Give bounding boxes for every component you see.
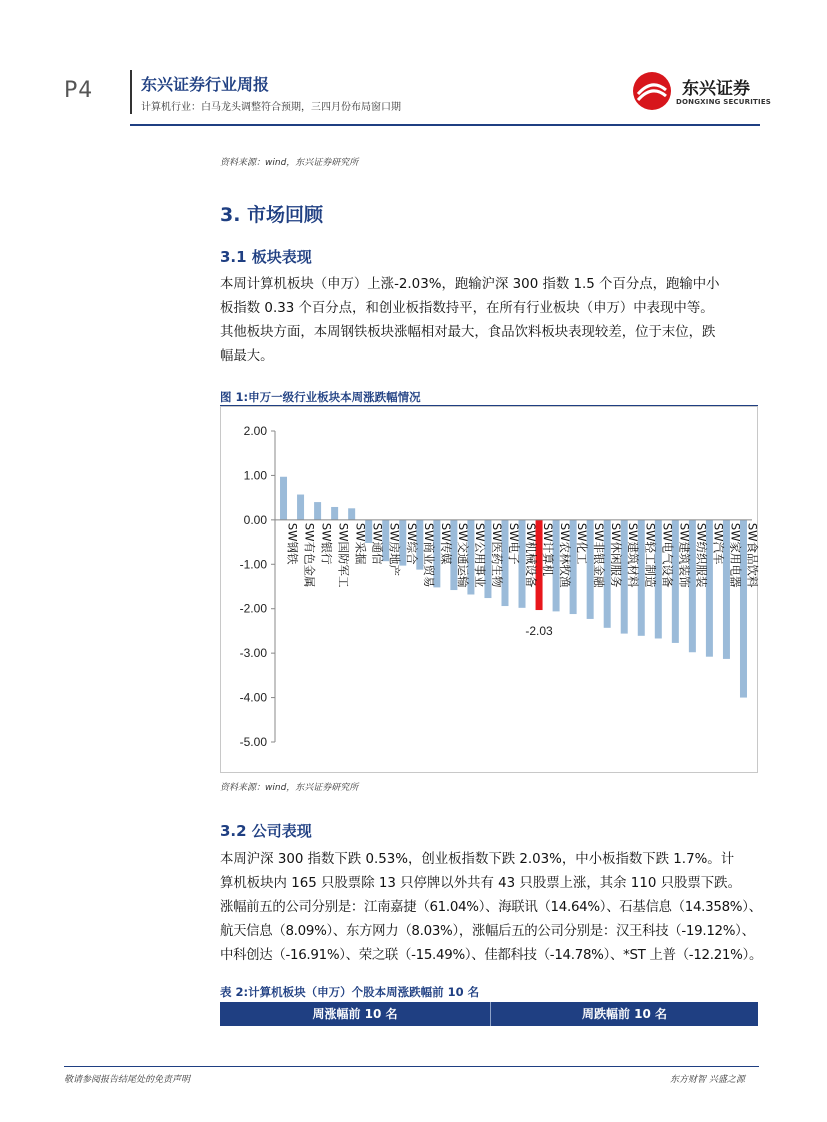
highlight-data-label: -2.03 xyxy=(525,624,553,639)
category-label: SW化工 xyxy=(575,522,590,565)
y-tick-label: -2.00 xyxy=(239,601,267,616)
category-label: SW商业贸易 xyxy=(421,522,436,588)
section-title-company: 3.2 公司表现 xyxy=(220,822,312,840)
y-tick-label: -1.00 xyxy=(239,557,267,572)
company-paragraph xyxy=(220,848,763,968)
bar xyxy=(280,477,287,520)
category-label: SW非银金融 xyxy=(592,522,607,588)
bar xyxy=(348,508,355,520)
category-label: SW食品饮料 xyxy=(745,522,760,588)
category-label: SW电子 xyxy=(506,522,521,565)
paragraph-line: 板指数 0.33 个百分点，和创业板指数持平，在所有行业板块（申万）中表现中等。 xyxy=(220,301,714,316)
paragraph-line: 其他板块方面，本周钢铁板块涨幅相对最大，食品饮料板块表现较差，位于末位，跌 xyxy=(220,325,716,340)
section-title-market-review: 3. 市场回顾 xyxy=(220,204,324,226)
footer-rule xyxy=(64,1066,759,1067)
logo-name: 东兴证券 xyxy=(682,79,750,99)
header-divider xyxy=(130,70,132,114)
report-subtitle: 计算机行业：白马龙头调整符合预期，三四月份布局窗口期 xyxy=(141,102,401,113)
category-label: SW休闲服务 xyxy=(609,522,624,588)
table-header-gainers: 周涨幅前 10 名 xyxy=(312,1007,398,1021)
category-label: SW机械设备 xyxy=(524,522,539,588)
category-label: SW医药生物 xyxy=(489,522,504,588)
bar xyxy=(297,495,304,520)
category-label: SW银行 xyxy=(319,522,334,565)
table-header-losers: 周跌幅前 10 名 xyxy=(581,1007,668,1021)
category-label: SW纺织服装 xyxy=(694,522,709,588)
category-label: SW钢铁 xyxy=(285,522,300,565)
paragraph-line: 算机板块内 165 只股票除 13 只停牌以外共有 43 只股票上涨，其余 110 只股票下跌。 xyxy=(220,876,741,891)
category-label: SW电气设备 xyxy=(660,522,675,588)
paragraph-line: 本周沪深 300 指数下跌 0.53%，创业板指数下跌 2.03%，中小板指数下跌 1.7%。计 xyxy=(220,852,735,867)
y-tick-label: 1.00 xyxy=(243,468,267,483)
category-label: SW计算机 xyxy=(541,522,556,577)
category-label: SW通信 xyxy=(370,522,385,565)
footer-disclaimer: 敬请参阅报告结尾处的免责声明 xyxy=(64,1075,191,1085)
bar xyxy=(314,502,321,520)
paragraph-line: 幅最大。 xyxy=(220,349,274,364)
table-caption: 表 2:计算机板块（申万）个股本周涨跌幅前 10 名 xyxy=(220,985,480,999)
category-label: SW交通运输 xyxy=(455,522,470,588)
industry-change-chart xyxy=(220,406,758,773)
figure-source-note: 资料来源：wind，东兴证券研究所 xyxy=(220,783,359,793)
footer-slogan: 东方财智 兴盛之源 xyxy=(670,1075,745,1085)
y-tick-label: 2.00 xyxy=(243,424,267,438)
category-label: SW房地产 xyxy=(387,522,402,577)
category-label: SW传媒 xyxy=(438,522,453,565)
header-rule xyxy=(130,124,760,126)
paragraph-line: 本周计算机板块（申万）上涨-2.03%，跑输沪深 300 指数 1.5 个百分点，跑输中小 xyxy=(220,277,720,292)
category-label: SW公用事业 xyxy=(472,522,487,588)
section-title-sector: 3.1 板块表现 xyxy=(220,248,312,266)
paragraph-line: 航天信息（8.09%）、东方网力（8.03%），涨幅后五的公司分别是：汉王科技（-19.12%）、 xyxy=(220,924,755,939)
top-source-note: 资料来源：wind，东兴证券研究所 xyxy=(220,158,359,168)
category-label: SW轻工制造 xyxy=(643,522,658,588)
page-number: P4 xyxy=(64,78,94,103)
y-tick-label: -4.00 xyxy=(239,690,267,705)
category-label: SW建筑材料 xyxy=(626,522,641,588)
logo-english-name: DONGXING SECURITIES xyxy=(676,98,772,106)
sector-paragraph xyxy=(220,273,760,369)
report-series-title: 东兴证券行业周报 xyxy=(141,75,270,94)
category-label: SW采掘 xyxy=(353,522,368,565)
category-label: SW农林牧渔 xyxy=(558,522,573,588)
bar xyxy=(331,507,338,520)
paragraph-line: 中科创达（-16.91%）、荣之联（-15.49%）、佳都科技（-14.78%）、*ST 上普（-12.21%）。 xyxy=(220,948,763,963)
y-tick-label: -3.00 xyxy=(239,646,267,661)
y-tick-label: -5.00 xyxy=(239,735,267,749)
category-label: SW家用电器 xyxy=(728,522,743,588)
category-label: SW有色金属 xyxy=(302,522,317,588)
category-label: SW汽车 xyxy=(711,522,726,565)
category-label: SW建筑装饰 xyxy=(677,522,692,588)
figure-caption: 图 1:申万一级行业板块本周涨跌幅情况 xyxy=(220,390,421,404)
category-label: SW国防军工 xyxy=(336,522,351,588)
y-tick-label: 0.00 xyxy=(243,512,267,527)
category-label: SW综合 xyxy=(404,522,419,565)
paragraph-line: 涨幅前五的公司分别是：江南嘉捷（61.04%）、海联讯（14.64%）、石基信息（14.358%）、 xyxy=(220,900,762,915)
